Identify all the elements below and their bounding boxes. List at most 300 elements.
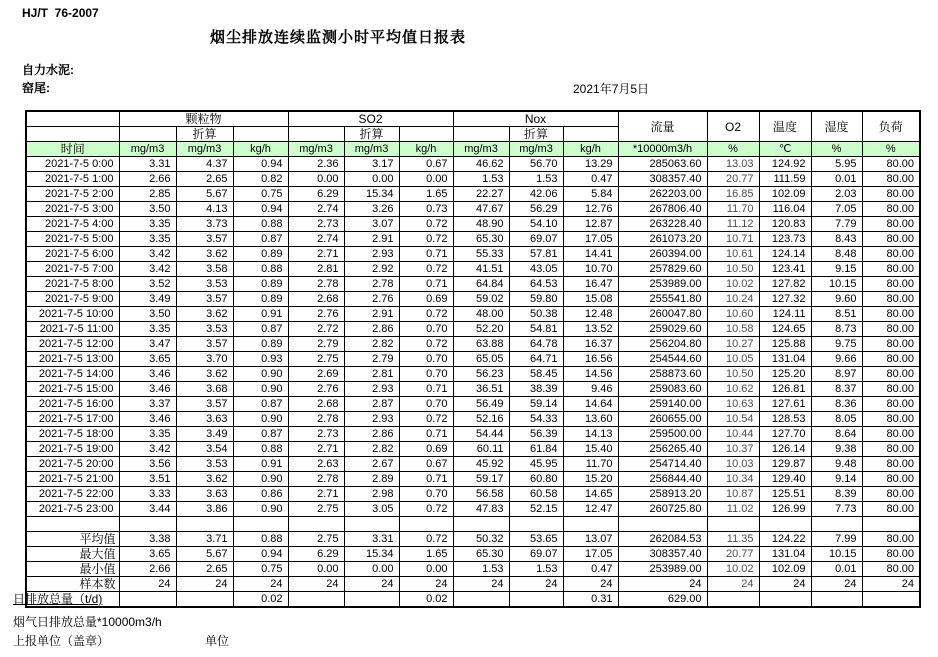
value-cell: 3.17 [344,157,399,172]
value-cell: 0.90 [233,382,288,397]
value-cell: 2.81 [288,262,344,277]
value-cell: 262203.00 [618,187,707,202]
value-cell: 3.50 [119,307,176,322]
value-cell: 0.71 [399,427,453,442]
table-row [26,442,920,457]
group-temp: 温度 [759,111,811,142]
value-cell: 259500.00 [618,427,707,442]
value-cell: 0.86 [233,487,288,502]
value-cell: 256204.80 [618,337,707,352]
value-cell: 16.47 [563,277,618,292]
value-cell: 2.74 [288,202,344,217]
value-cell: 80.00 [862,307,920,322]
time-cell: 2021-7-5 1:00 [26,172,119,187]
blank-cell [707,517,759,532]
value-cell: 124.65 [759,322,811,337]
value-cell: 80.00 [862,337,920,352]
value-cell: 0.70 [399,367,453,382]
value-cell: 2.79 [288,337,344,352]
summary-value-cell: 10.15 [811,547,862,562]
unit-label: 单位 [205,634,230,648]
value-cell: 0.75 [233,187,288,202]
value-cell: 52.16 [453,412,509,427]
group-pm: 颗粒物 [119,111,288,127]
value-cell: 80.00 [862,502,920,517]
summary-value-cell: 24 [862,577,920,592]
time-cell: 2021-7-5 20:00 [26,457,119,472]
value-cell: 0.89 [233,337,288,352]
value-cell: 3.57 [176,397,233,412]
value-cell: 127.32 [759,292,811,307]
value-cell: 3.57 [176,337,233,352]
value-cell: 2.85 [119,187,176,202]
value-cell: 59.17 [453,472,509,487]
time-cell: 2021-7-5 7:00 [26,262,119,277]
value-cell: 0.87 [233,232,288,247]
value-cell: 15.40 [563,442,618,457]
value-cell: 64.53 [509,277,563,292]
value-cell: 0.71 [399,382,453,397]
value-cell: 60.11 [453,442,509,457]
value-cell: 2.71 [288,442,344,457]
value-cell: 256844.40 [618,472,707,487]
table-row [26,487,920,502]
summary-value-cell: 253989.00 [618,562,707,577]
value-cell: 10.03 [707,457,759,472]
summary-label: 最大值 [26,547,119,562]
value-cell: 131.04 [759,352,811,367]
value-cell: 3.86 [176,502,233,517]
value-cell: 3.68 [176,382,233,397]
value-cell: 45.95 [509,457,563,472]
value-cell: 3.46 [119,382,176,397]
value-cell: 2.74 [288,232,344,247]
time-cell: 2021-7-5 10:00 [26,307,119,322]
summary-value-cell: 80.00 [862,562,920,577]
summary-value-cell: 2.66 [119,562,176,577]
value-cell: 56.58 [453,487,509,502]
value-cell: 12.47 [563,502,618,517]
summary-label: 平均值 [26,532,119,547]
value-cell: 308357.40 [618,172,707,187]
value-cell: 15.08 [563,292,618,307]
value-cell: 0.87 [233,427,288,442]
value-cell: 10.70 [563,262,618,277]
value-cell: 129.40 [759,472,811,487]
table-row [26,172,920,187]
summary-value-cell: 24 [176,577,233,592]
summary-value-cell [862,592,920,608]
value-cell: 2.82 [344,337,399,352]
time-cell: 2021-7-5 21:00 [26,472,119,487]
report-date: 2021年7月5日 [573,82,650,96]
unit-header: mg/m3 [119,142,176,157]
value-cell: 11.70 [707,202,759,217]
value-cell: 11.12 [707,217,759,232]
time-cell: 2021-7-5 19:00 [26,442,119,457]
summary-value-cell: 20.77 [707,547,759,562]
value-cell: 80.00 [862,397,920,412]
table-row [26,247,920,262]
value-cell: 10.63 [707,397,759,412]
time-cell: 2021-7-5 16:00 [26,397,119,412]
value-cell: 61.84 [509,442,563,457]
value-cell: 2.36 [288,157,344,172]
value-cell: 3.42 [119,442,176,457]
table-row [26,277,920,292]
value-cell: 2.81 [344,367,399,382]
value-cell: 80.00 [862,292,920,307]
so2-converted-label: 折算 [344,127,399,142]
summary-value-cell: 0.02 [399,592,453,608]
value-cell: 6.29 [288,187,344,202]
summary-label: 样本数 [26,577,119,592]
report-unit-label: 上报单位（盖章） [13,634,110,648]
blank-cell [618,517,707,532]
value-cell: 9.14 [811,472,862,487]
spacer-row [26,517,920,532]
value-cell: 36.51 [453,382,509,397]
table-row [26,307,920,322]
summary-value-cell [509,592,563,608]
value-cell: 10.61 [707,247,759,262]
time-cell: 2021-7-5 3:00 [26,202,119,217]
value-cell: 65.30 [453,232,509,247]
value-cell: 0.89 [233,247,288,262]
value-cell: 255541.80 [618,292,707,307]
table-row [26,472,920,487]
value-cell: 2.78 [288,472,344,487]
time-cell: 2021-7-5 18:00 [26,427,119,442]
value-cell: 259029.60 [618,322,707,337]
unit-header: mg/m3 [176,142,233,157]
value-cell: 60.80 [509,472,563,487]
value-cell: 102.09 [759,187,811,202]
value-cell: 2.93 [344,382,399,397]
value-cell: 0.70 [399,352,453,367]
value-cell: 125.88 [759,337,811,352]
summary-value-cell: 3.38 [119,532,176,547]
summary-value-cell: 24 [233,577,288,592]
value-cell: 10.62 [707,382,759,397]
value-cell: 2.67 [344,457,399,472]
summary-value-cell: 0.47 [563,562,618,577]
value-cell: 0.71 [399,472,453,487]
value-cell: 55.33 [453,247,509,262]
value-cell: 80.00 [862,412,920,427]
value-cell: 123.73 [759,232,811,247]
value-cell: 3.52 [119,277,176,292]
summary-value-cell: 0.72 [399,532,453,547]
value-cell: 0.01 [811,172,862,187]
summary-value-cell: 0.00 [288,562,344,577]
value-cell: 3.47 [119,337,176,352]
value-cell: 16.37 [563,337,618,352]
table-row [26,322,920,337]
value-cell: 0.90 [233,472,288,487]
value-cell: 3.35 [119,217,176,232]
value-cell: 2.98 [344,487,399,502]
blank-cell [563,517,618,532]
value-cell: 3.31 [119,157,176,172]
value-cell: 80.00 [862,232,920,247]
value-cell: 2.86 [344,322,399,337]
summary-value-cell: 24 [509,577,563,592]
time-cell: 2021-7-5 14:00 [26,367,119,382]
time-cell: 2021-7-5 0:00 [26,157,119,172]
value-cell: 14.65 [563,487,618,502]
value-cell: 64.71 [509,352,563,367]
summary-value-cell [453,592,509,608]
value-cell: 263228.40 [618,217,707,232]
unit-header: kg/h [233,142,288,157]
value-cell: 2.68 [288,292,344,307]
value-cell: 260655.00 [618,412,707,427]
value-cell: 4.13 [176,202,233,217]
value-cell: 128.53 [759,412,811,427]
group-nox: Nox [453,111,618,127]
summary-value-cell: 262084.53 [618,532,707,547]
unit-header: mg/m3 [509,142,563,157]
value-cell: 4.37 [176,157,233,172]
value-cell: 2.78 [344,277,399,292]
value-cell: 3.07 [344,217,399,232]
summary-value-cell: 24 [618,577,707,592]
summary-row [26,562,920,577]
value-cell: 52.15 [509,502,563,517]
table-row [26,397,920,412]
value-cell: 123.41 [759,262,811,277]
summary-value-cell: 1.65 [399,547,453,562]
value-cell: 8.73 [811,322,862,337]
value-cell: 10.15 [811,277,862,292]
summary-value-cell [811,592,862,608]
group-header-row [26,111,920,127]
value-cell: 2.86 [344,427,399,442]
value-cell: 0.00 [288,172,344,187]
doc-code: HJ/T 76-2007 [22,6,99,20]
value-cell: 63.88 [453,337,509,352]
value-cell: 80.00 [862,247,920,262]
value-cell: 13.03 [707,157,759,172]
value-cell: 80.00 [862,277,920,292]
summary-value-cell: 24 [399,577,453,592]
value-cell: 80.00 [862,322,920,337]
value-cell: 7.79 [811,217,862,232]
value-cell: 5.67 [176,187,233,202]
time-cell: 2021-7-5 23:00 [26,502,119,517]
value-cell: 16.56 [563,352,618,367]
value-cell: 267806.40 [618,202,707,217]
summary-value-cell [344,592,399,608]
value-cell: 0.47 [563,172,618,187]
value-cell: 10.24 [707,292,759,307]
unit-header: % [811,142,862,157]
value-cell: 0.70 [399,397,453,412]
value-cell: 3.33 [119,487,176,502]
value-cell: 3.58 [176,262,233,277]
value-cell: 259083.60 [618,382,707,397]
value-cell: 10.02 [707,277,759,292]
footer-note: 烟气日排放总量*10000m3/h [13,615,162,629]
value-cell: 10.60 [707,307,759,322]
value-cell: 2.72 [288,322,344,337]
value-cell: 0.94 [233,202,288,217]
table-row [26,262,920,277]
value-cell: 125.51 [759,487,811,502]
value-cell: 3.05 [344,502,399,517]
value-cell: 80.00 [862,427,920,442]
value-cell: 3.56 [119,457,176,472]
value-cell: 59.80 [509,292,563,307]
value-cell: 125.20 [759,367,811,382]
time-cell: 2021-7-5 12:00 [26,337,119,352]
summary-value-cell: 69.07 [509,547,563,562]
blank-cell [759,517,811,532]
value-cell: 45.92 [453,457,509,472]
value-cell: 3.70 [176,352,233,367]
value-cell: 54.10 [509,217,563,232]
summary-row [26,577,920,592]
value-cell: 0.73 [399,202,453,217]
value-cell: 127.70 [759,427,811,442]
table-row [26,502,920,517]
value-cell: 8.64 [811,427,862,442]
value-cell: 0.70 [399,322,453,337]
value-cell: 2.71 [288,247,344,262]
value-cell: 8.37 [811,382,862,397]
value-cell: 20.77 [707,172,759,187]
summary-value-cell: 11.35 [707,532,759,547]
value-cell: 2.75 [288,502,344,517]
value-cell: 2.76 [288,307,344,322]
value-cell: 0.72 [399,217,453,232]
value-cell: 0.69 [399,292,453,307]
value-cell: 0.93 [233,352,288,367]
value-cell: 0.87 [233,397,288,412]
value-cell: 2.66 [119,172,176,187]
value-cell: 10.54 [707,412,759,427]
value-cell: 80.00 [862,172,920,187]
blank-cell [119,517,176,532]
value-cell: 14.13 [563,427,618,442]
value-cell: 60.58 [509,487,563,502]
value-cell: 9.75 [811,337,862,352]
nox-converted-label: 折算 [509,127,563,142]
value-cell: 0.82 [233,172,288,187]
summary-value-cell: 6.29 [288,547,344,562]
summary-value-cell: 7.99 [811,532,862,547]
blank-cell [26,127,119,142]
value-cell: 3.63 [176,487,233,502]
value-cell: 9.60 [811,292,862,307]
group-o2: O2 [707,111,759,142]
value-cell: 80.00 [862,442,920,457]
value-cell: 8.36 [811,397,862,412]
value-cell: 3.62 [176,472,233,487]
time-cell: 2021-7-5 11:00 [26,322,119,337]
value-cell: 80.00 [862,262,920,277]
page-title: 烟尘排放连续监测小时平均值日报表 [210,29,467,46]
value-cell: 0.71 [399,277,453,292]
value-cell: 253989.00 [618,277,707,292]
value-cell: 2.82 [344,442,399,457]
value-cell: 3.57 [176,292,233,307]
value-cell: 3.46 [119,367,176,382]
value-cell: 3.62 [176,367,233,382]
summary-value-cell [288,592,344,608]
unit-header: *10000m3/h [618,142,707,157]
time-cell: 2021-7-5 13:00 [26,352,119,367]
value-cell: 2.93 [344,247,399,262]
value-cell: 8.43 [811,232,862,247]
value-cell: 0.94 [233,157,288,172]
summary-label: 日排放总量（t/d) [26,592,119,608]
value-cell: 2.89 [344,472,399,487]
value-cell: 3.51 [119,472,176,487]
time-cell: 2021-7-5 2:00 [26,187,119,202]
value-cell: 259140.00 [618,397,707,412]
value-cell: 52.20 [453,322,509,337]
summary-value-cell: 3.71 [176,532,233,547]
value-cell: 261073.20 [618,232,707,247]
value-cell: 7.05 [811,202,862,217]
value-cell: 2.87 [344,397,399,412]
value-cell: 8.48 [811,247,862,262]
summary-value-cell: 65.30 [453,547,509,562]
value-cell: 0.91 [233,457,288,472]
value-cell: 2.03 [811,187,862,202]
summary-value-cell: 24 [811,577,862,592]
blank-cell [811,517,862,532]
time-cell: 2021-7-5 4:00 [26,217,119,232]
value-cell: 3.53 [176,322,233,337]
value-cell: 2.76 [344,292,399,307]
time-cell: 2021-7-5 22:00 [26,487,119,502]
value-cell: 57.81 [509,247,563,262]
value-cell: 80.00 [862,457,920,472]
value-cell: 56.70 [509,157,563,172]
value-cell: 0.72 [399,502,453,517]
blank-cell [453,127,509,142]
value-cell: 13.60 [563,412,618,427]
summary-value-cell: 24 [344,577,399,592]
value-cell: 2.75 [288,352,344,367]
value-cell: 258873.60 [618,367,707,382]
value-cell: 38.39 [509,382,563,397]
value-cell: 14.56 [563,367,618,382]
value-cell: 9.66 [811,352,862,367]
value-cell: 56.23 [453,367,509,382]
value-cell: 2.91 [344,232,399,247]
summary-value-cell [759,592,811,608]
value-cell: 0.90 [233,502,288,517]
value-cell: 3.49 [176,427,233,442]
value-cell: 0.72 [399,262,453,277]
value-cell: 47.83 [453,502,509,517]
summary-value-cell: 2.65 [176,562,233,577]
value-cell: 10.44 [707,427,759,442]
value-cell: 12.48 [563,307,618,322]
unit-header: kg/h [563,142,618,157]
value-cell: 254544.60 [618,352,707,367]
value-cell: 2.93 [344,412,399,427]
value-cell: 42.06 [509,187,563,202]
value-cell: 3.62 [176,247,233,262]
value-cell: 10.27 [707,337,759,352]
summary-row [26,592,920,608]
summary-value-cell: 131.04 [759,547,811,562]
